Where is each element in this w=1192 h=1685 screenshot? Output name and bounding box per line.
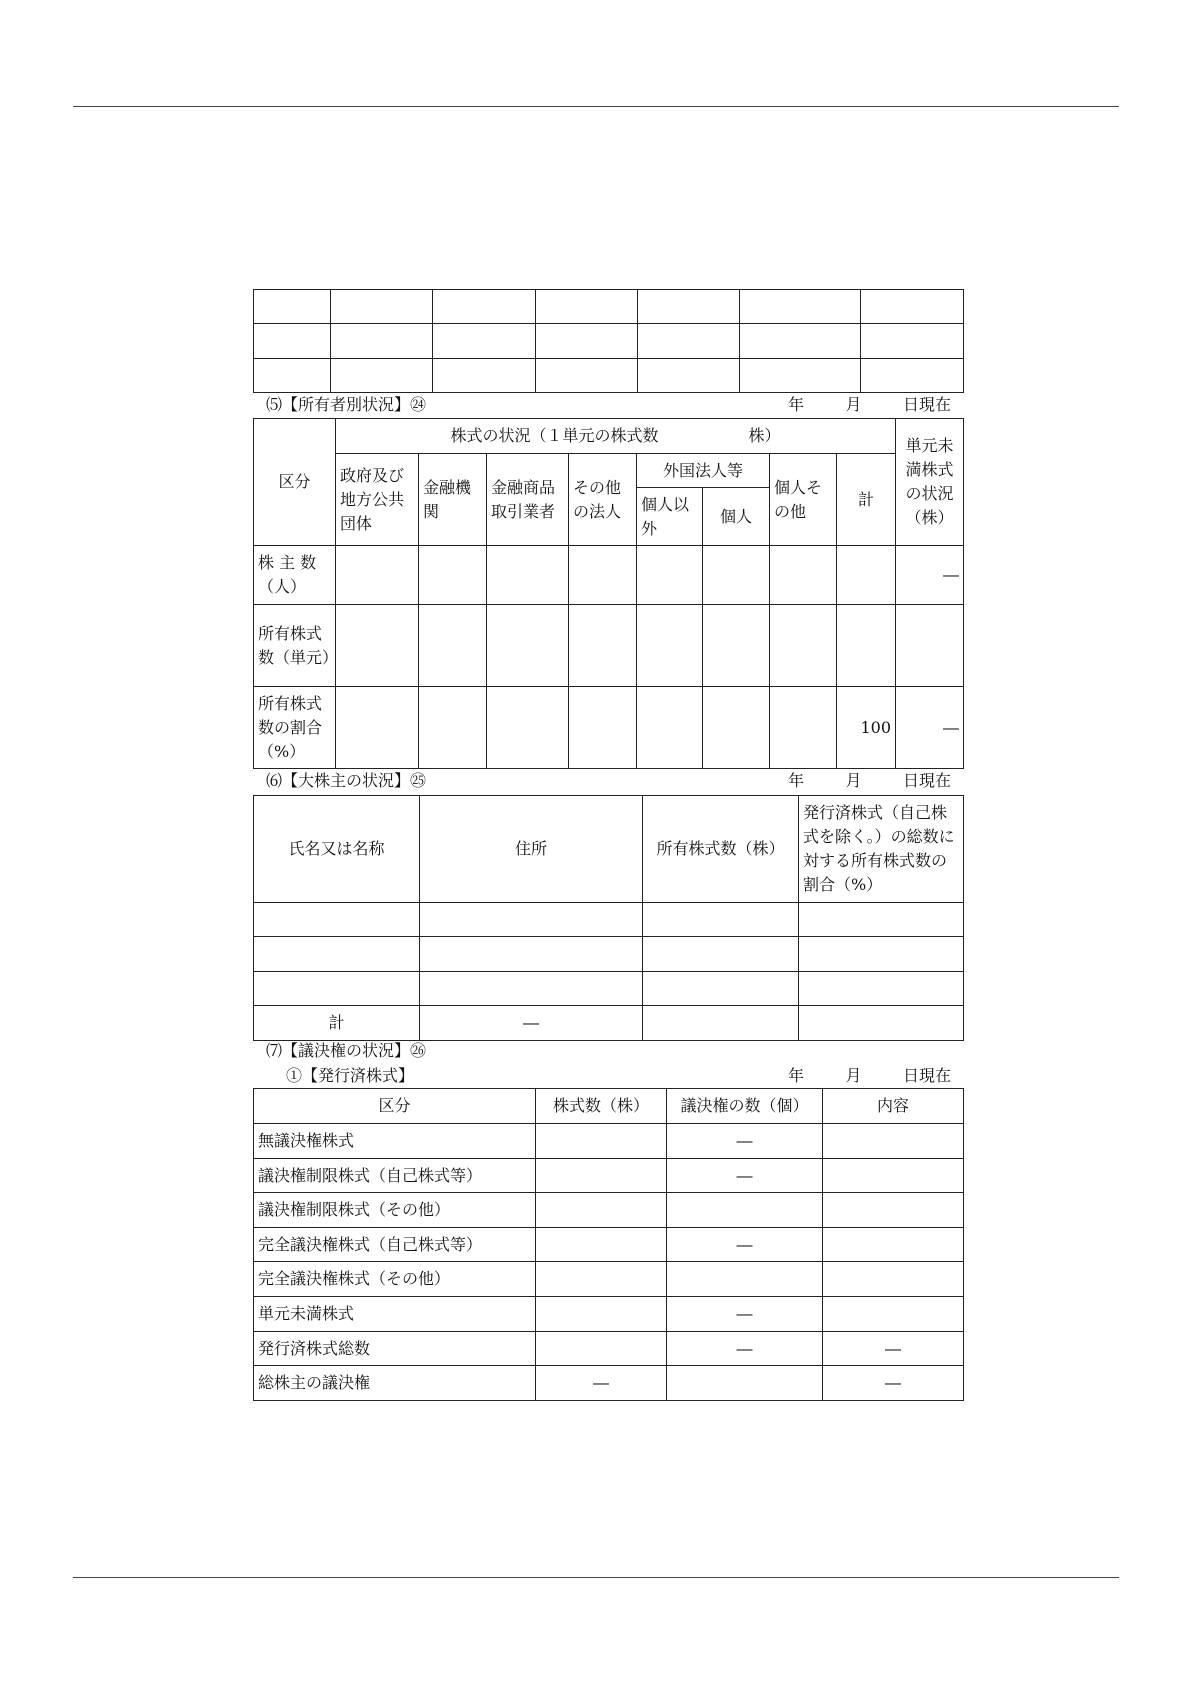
content-header: 内容 bbox=[823, 1089, 964, 1124]
row-label: 完全議決権株式（その他） bbox=[254, 1262, 536, 1297]
content-cell: ― bbox=[823, 1332, 964, 1366]
unit-under-cell bbox=[896, 605, 964, 687]
content-cell bbox=[823, 1124, 964, 1159]
votes-cell bbox=[667, 1193, 823, 1228]
date-day: 日現在 bbox=[902, 1066, 951, 1085]
foreign-header: 外国法人等 bbox=[637, 454, 770, 488]
stock-unit-label: 株） bbox=[748, 426, 781, 445]
date-month: 月 bbox=[845, 1066, 862, 1085]
section7-heading: ⑺【議決権の状況】㉖ bbox=[266, 1041, 427, 1060]
votes-cell: ― bbox=[667, 1124, 823, 1159]
shares-cell bbox=[536, 1159, 667, 1193]
total-cell bbox=[837, 605, 896, 687]
financial-header: 金融機関 bbox=[419, 454, 487, 546]
row-label: 所有株式数（単元） bbox=[254, 605, 336, 687]
name-header: 氏名又は名称 bbox=[254, 796, 420, 903]
votes-cell: ― bbox=[667, 1228, 823, 1262]
votes-cell: ― bbox=[667, 1297, 823, 1332]
shares-cell bbox=[536, 1228, 667, 1262]
votes-header: 議決権の数（個） bbox=[667, 1089, 823, 1124]
ratio-header: 発行済株式（自己株式を除く。）の総数に対する所有株式数の割合（%） bbox=[799, 796, 964, 903]
content-cell bbox=[823, 1228, 964, 1262]
row-label: 単元未満株式 bbox=[254, 1297, 536, 1332]
unit-under-cell: ― bbox=[896, 546, 964, 605]
stock-status-header bbox=[336, 419, 896, 454]
date-year: 年 bbox=[788, 1066, 805, 1085]
date-month: 月 bbox=[845, 771, 862, 790]
owner-status-table bbox=[253, 418, 964, 769]
government-header: 政府及び地方公共団体 bbox=[336, 454, 419, 546]
individual-other-header: 個人その他 bbox=[770, 454, 837, 546]
address-header: 住所 bbox=[420, 796, 643, 903]
content-cell bbox=[823, 1159, 964, 1193]
row-label: 総株主の議決権 bbox=[254, 1366, 536, 1401]
shares-header: 所有株式数（株） bbox=[643, 796, 799, 903]
foreign-individual-header: 個人 bbox=[703, 488, 770, 546]
section6-heading: ⑹【大株主の状況】㉕ bbox=[266, 771, 427, 790]
votes-cell bbox=[667, 1366, 823, 1401]
content-cell bbox=[823, 1193, 964, 1228]
footer-rule bbox=[73, 1577, 1119, 1578]
date-day: 日現在 bbox=[902, 771, 951, 790]
row-label: 議決権制限株式（その他） bbox=[254, 1193, 536, 1228]
total-header: 計 bbox=[837, 454, 896, 546]
section7-date bbox=[788, 1066, 951, 1086]
other-corp-header: その他の法人 bbox=[569, 454, 637, 546]
kubun-header: 区分 bbox=[254, 1089, 536, 1124]
total-cell: 100 bbox=[837, 687, 896, 769]
stock-status-label: 株式の状況（１単元の株式数 bbox=[450, 426, 659, 445]
row-label: 発行済株式総数 bbox=[254, 1332, 536, 1366]
total-address: ― bbox=[420, 1006, 643, 1041]
unit-under-header: 単元未満株式の状況（株） bbox=[896, 419, 964, 546]
shares-cell bbox=[536, 1193, 667, 1228]
shares-header: 株式数（株） bbox=[536, 1089, 667, 1124]
kubun-header: 区分 bbox=[254, 419, 336, 546]
header-rule bbox=[73, 106, 1119, 107]
foreign-non-individual-header: 個人以外 bbox=[637, 488, 703, 546]
shares-cell bbox=[536, 1332, 667, 1366]
votes-cell: ― bbox=[667, 1332, 823, 1366]
content-cell: ― bbox=[823, 1366, 964, 1401]
votes-cell: ― bbox=[667, 1159, 823, 1193]
section5-date bbox=[788, 395, 951, 415]
section7-subheading: ①【発行済株式】 bbox=[286, 1066, 415, 1085]
content-cell bbox=[823, 1262, 964, 1297]
major-shareholders-table bbox=[253, 795, 964, 1041]
securities-header: 金融商品取引業者 bbox=[487, 454, 569, 546]
row-label: 無議決権株式 bbox=[254, 1124, 536, 1159]
voting-rights-table bbox=[253, 1088, 964, 1401]
total-label: 計 bbox=[254, 1006, 420, 1041]
row-label: 所有株式数の割合（%） bbox=[254, 687, 336, 769]
date-year: 年 bbox=[788, 395, 805, 414]
row-label: 株 主 数（人） bbox=[254, 546, 336, 605]
shares-cell: ― bbox=[536, 1366, 667, 1401]
shares-cell bbox=[536, 1124, 667, 1159]
row-label: 完全議決権株式（自己株式等） bbox=[254, 1228, 536, 1262]
content-cell bbox=[823, 1297, 964, 1332]
row-label: 議決権制限株式（自己株式等） bbox=[254, 1159, 536, 1193]
shares-cell bbox=[536, 1262, 667, 1297]
upper-empty-table bbox=[253, 289, 964, 393]
total-cell bbox=[837, 546, 896, 605]
section6-date bbox=[788, 771, 951, 791]
date-day: 日現在 bbox=[902, 395, 951, 414]
unit-under-cell: ― bbox=[896, 687, 964, 769]
shares-cell bbox=[536, 1297, 667, 1332]
section5-heading: ⑸【所有者別状況】㉔ bbox=[266, 395, 427, 414]
date-year: 年 bbox=[788, 771, 805, 790]
votes-cell bbox=[667, 1262, 823, 1297]
date-month: 月 bbox=[845, 395, 862, 414]
